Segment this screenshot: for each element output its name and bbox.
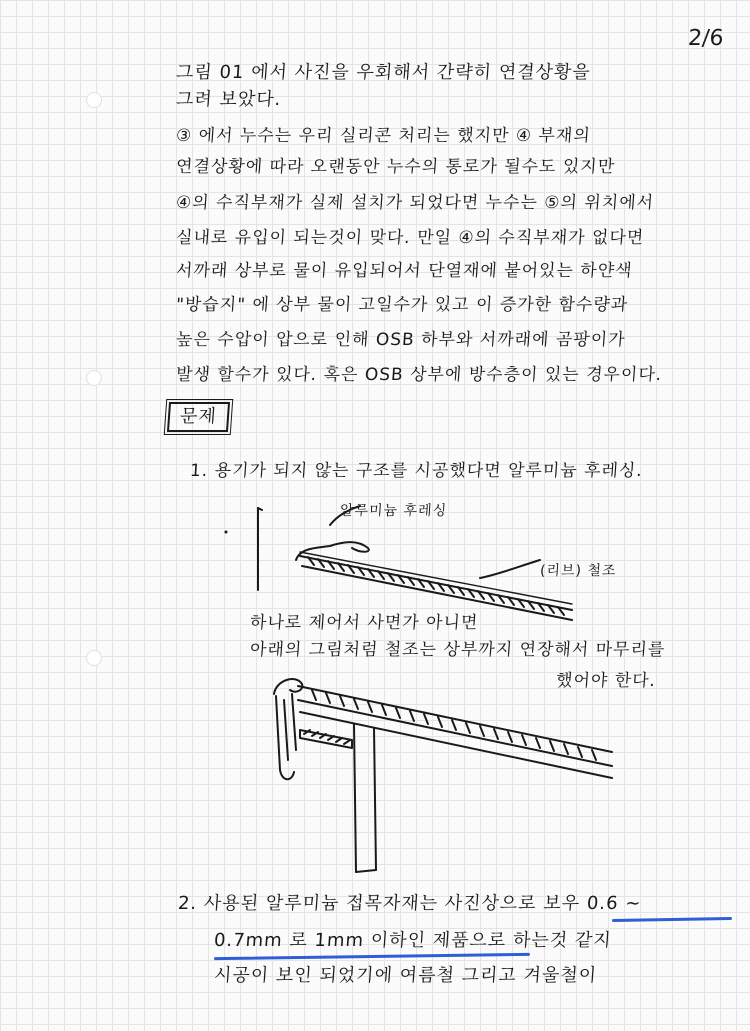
page-number: 2/6 [687,26,725,51]
paragraph1-line: 그림 01 에서 사진을 우회해서 간략히 연결상황을 [175,62,592,83]
paragraph2-line: ④의 수직부재가 실제 설치가 되었다면 누수는 ⑤의 위치에서 [175,193,655,213]
item2-line: 0.7mm 로 1mm 이하인 제품으로 하는것 같지 [213,930,613,951]
note-line: 아래의 그림처럼 철조는 상부까지 연장해서 마무리를 [249,640,667,660]
sketch1-label-right: (리브) 철조 [539,563,618,579]
sketch1-label-top: 알루미늄 후레싱 [339,503,448,519]
item1-text: 1. 용기가 되지 않는 구조를 시공했다면 알루미늄 후레싱. [189,461,644,481]
sketch-2-extended-flashing [274,679,612,872]
note-line: 했어야 한다. [555,671,657,691]
section-title: 문제 [167,402,230,432]
paragraph2-line: 높은 수압이 압으로 인해 OSB 하부와 서까래에 곰팡이가 [175,330,627,350]
paragraph2-line: 서까래 상부로 물이 유입되어서 단열재에 붙어있는 하얀색 [175,261,634,281]
paragraph2-line: 연결상황에 따라 오랜동안 누수의 통로가 될수도 있지만 [175,157,616,177]
sketch-1-flashing [225,506,573,620]
note-line: 하나로 제어서 사면가 아니면 [249,613,479,633]
paragraph2-line: 발생 할수가 있다. 혹은 OSB 상부에 방수층이 있는 경우이다. [175,365,663,385]
paragraph2-line: ③ 에서 누수는 우리 실리콘 처리는 했지만 ④ 부재의 [175,126,592,146]
item2-line: 2. 사용된 알루미늄 접목자재는 사진상으로 보우 0.6 ~ [177,893,643,914]
paragraph2-line: "방습지" 에 상부 물이 고일수가 있고 이 증가한 함수량과 [175,295,629,315]
paragraph2-line: 실내로 유입이 되는것이 맞다. 만일 ④의 수직부재가 없다면 [175,228,645,248]
item2-line: 시공이 보인 되었기에 여름철 그리고 겨울철이 [213,965,598,986]
paragraph1-line: 그려 보았다. [175,89,283,110]
